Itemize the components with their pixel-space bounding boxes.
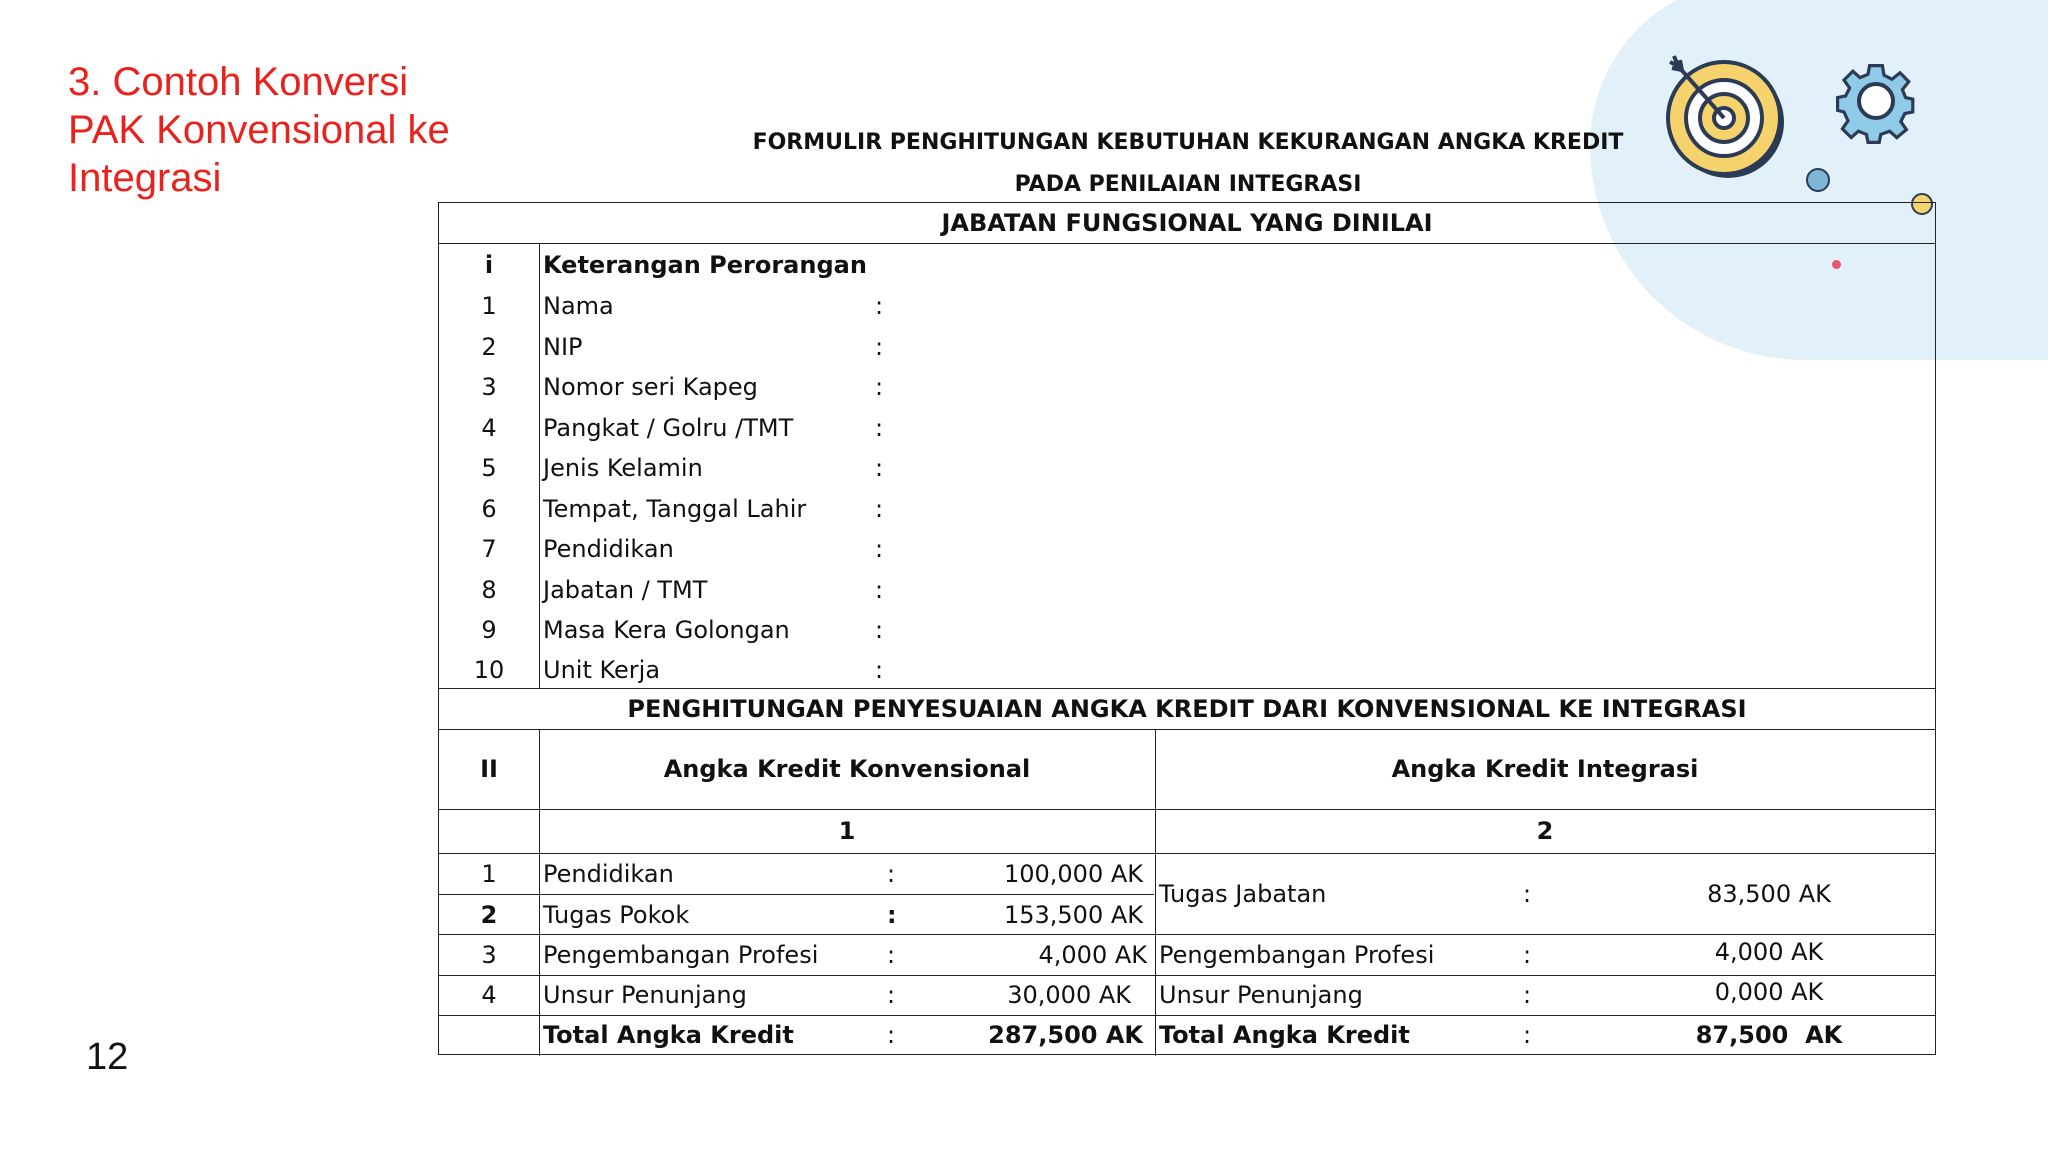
integ-label-pengembangan-profesi: Pengembangan Profesi bbox=[1159, 941, 1435, 969]
konv-label-unsur-penunjang: Unsur Penunjang bbox=[543, 981, 747, 1009]
konv-label-pendidikan: Pendidikan bbox=[543, 860, 674, 888]
field-separator: : bbox=[875, 454, 884, 482]
row-number: 4 bbox=[481, 981, 497, 1009]
field-label-nama: Nama bbox=[543, 292, 614, 320]
field-separator: : bbox=[875, 656, 884, 684]
column-header-integrasi: Angka Kredit Integrasi bbox=[1391, 755, 1699, 783]
row-number: 1 bbox=[481, 860, 497, 888]
section1-header: JABATAN FUNGSIONAL YANG DINILAI bbox=[941, 209, 1433, 237]
integ-label-tugas-jabatan: Tugas Jabatan bbox=[1159, 880, 1327, 908]
row-number: 3 bbox=[481, 373, 497, 401]
field-label-ttl: Tempat, Tanggal Lahir bbox=[543, 495, 807, 523]
konv-total-label: Total Angka Kredit bbox=[543, 1021, 794, 1049]
field-label-nip: NIP bbox=[543, 333, 583, 361]
value-separator: : bbox=[887, 1021, 896, 1049]
value-separator: : bbox=[887, 941, 896, 969]
column-header-konvensional: Angka Kredit Konvensional bbox=[663, 755, 1031, 783]
field-separator: : bbox=[875, 535, 884, 563]
rule-line bbox=[439, 809, 1935, 810]
assessment-form-table bbox=[438, 202, 1936, 1055]
field-label-unit-kerja: Unit Kerja bbox=[543, 656, 661, 684]
row-number: 7 bbox=[481, 535, 497, 563]
row-number: 5 bbox=[481, 454, 497, 482]
row-number: 6 bbox=[481, 495, 497, 523]
field-separator: : bbox=[875, 292, 884, 320]
integ-label-unsur-penunjang: Unsur Penunjang bbox=[1159, 981, 1363, 1009]
rule-line bbox=[439, 243, 1935, 244]
target-icon bbox=[1660, 52, 1790, 182]
rule-line bbox=[539, 243, 540, 688]
integ-total-label: Total Angka Kredit bbox=[1159, 1021, 1410, 1049]
row-number: 2 bbox=[480, 901, 498, 929]
value-separator: : bbox=[1523, 880, 1532, 908]
konv-value-tugas-pokok: 153,500 AK bbox=[1003, 901, 1143, 929]
field-separator: : bbox=[875, 333, 884, 361]
field-label-jenis-kelamin: Jenis Kelamin bbox=[543, 454, 703, 482]
field-label-pendidikan: Pendidikan bbox=[543, 535, 674, 563]
personal-heading: Keterangan Perorangan bbox=[543, 251, 867, 279]
column-number-konvensional: 1 bbox=[838, 817, 856, 845]
field-separator: : bbox=[875, 373, 884, 401]
page-number: 12 bbox=[86, 1036, 129, 1078]
section2-header: PENGHITUNGAN PENYESUAIAN ANGKA KREDIT DARI KONVENSIONAL KE INTEGRASI bbox=[627, 695, 1747, 723]
section1-index: i bbox=[484, 251, 494, 279]
row-number: 4 bbox=[481, 414, 497, 442]
value-separator: : bbox=[1523, 981, 1532, 1009]
field-separator: : bbox=[875, 414, 884, 442]
konv-label-tugas-pokok: Tugas Pokok bbox=[543, 901, 690, 929]
field-label-kapeg: Nomor seri Kapeg bbox=[543, 373, 758, 401]
value-separator: : bbox=[887, 901, 897, 929]
integ-total-value: 87,500 AK bbox=[1695, 1021, 1843, 1049]
slide-title: 3. Contoh Konversi PAK Konvensional ke Integrasi bbox=[68, 60, 450, 200]
integ-value-unsur-penunjang: 0,000 AK bbox=[1714, 978, 1824, 1006]
konv-total-value: 287,500 AK bbox=[988, 1021, 1143, 1049]
value-separator: : bbox=[1523, 941, 1532, 969]
column-number-integrasi: 2 bbox=[1536, 817, 1554, 845]
field-label-masa-kerja: Masa Kera Golongan bbox=[543, 616, 790, 644]
konv-value-pengembangan-profesi: 4,000 AK bbox=[1038, 941, 1147, 969]
field-separator: : bbox=[875, 616, 884, 644]
field-label-pangkat: Pangkat / Golru /TMT bbox=[543, 414, 794, 442]
value-separator: : bbox=[1523, 1021, 1532, 1049]
value-separator: : bbox=[887, 860, 896, 888]
field-separator: : bbox=[875, 495, 884, 523]
row-number: 9 bbox=[481, 616, 497, 644]
section2-index: II bbox=[480, 755, 498, 783]
konv-value-unsur-penunjang: 30,000 AK bbox=[1007, 981, 1131, 1009]
row-number: 3 bbox=[481, 941, 497, 969]
row-number: 2 bbox=[481, 333, 497, 361]
row-number: 10 bbox=[473, 656, 505, 684]
rule-line bbox=[439, 729, 1935, 730]
konv-value-pendidikan: 100,000 AK bbox=[1003, 860, 1143, 888]
integ-value-tugas-jabatan: 83,500 AK bbox=[1707, 880, 1831, 908]
field-label-jabatan: Jabatan / TMT bbox=[543, 576, 708, 604]
konv-label-pengembangan-profesi: Pengembangan Profesi bbox=[543, 941, 819, 969]
form-title-line2: PADA PENILAIAN INTEGRASI bbox=[1014, 172, 1362, 197]
row-number: 8 bbox=[481, 576, 497, 604]
row-number: 1 bbox=[481, 292, 497, 320]
field-separator: : bbox=[875, 576, 884, 604]
value-separator: : bbox=[887, 981, 896, 1009]
form-title-line1: FORMULIR PENGHITUNGAN KEBUTUHAN KEKURANGAN ANGKA KREDIT bbox=[752, 130, 1624, 155]
integ-value-pengembangan-profesi: 4,000 AK bbox=[1714, 938, 1824, 966]
